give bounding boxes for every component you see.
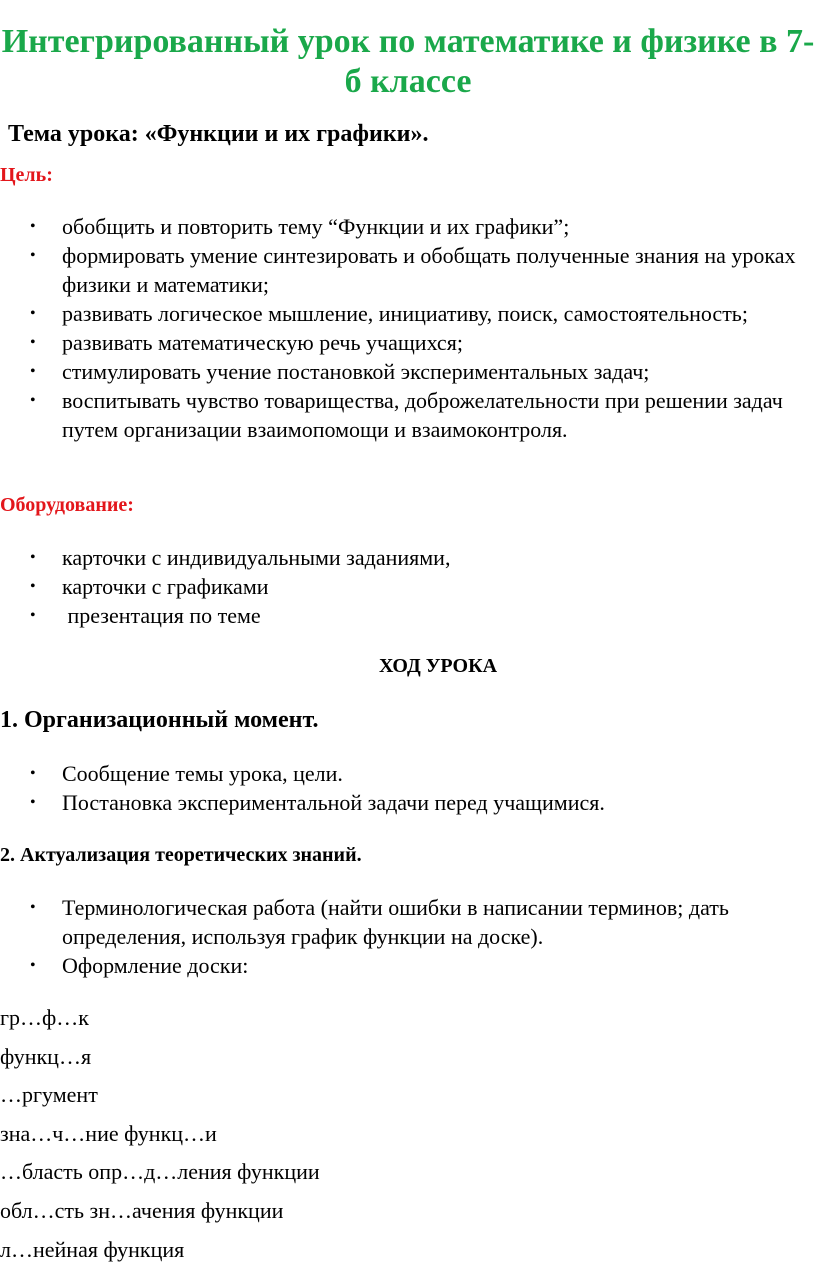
- goal-label: Цель:: [0, 164, 53, 186]
- section-1-heading: 1. Организационный момент.: [0, 707, 319, 733]
- list-item: [0, 212, 816, 241]
- list-item: [0, 328, 816, 357]
- bullet-icon: •: [30, 578, 36, 595]
- document-title: Интегрированный урок по математике и физике в 7-б классе: [1, 23, 815, 100]
- equipment-text: карточки с индивидуальными заданиями,: [62, 545, 451, 570]
- section-2-item: Терминологическая работа (найти ошибки в написании терминов; дать определения, используя график функции на доске).: [62, 895, 729, 949]
- equipment-list: [0, 543, 816, 630]
- bullet-icon: •: [30, 247, 36, 264]
- board-term: обл…сть зн…ачения функции: [0, 1197, 284, 1223]
- section-1-list: [0, 759, 816, 817]
- section-1-item: Постановка экспериментальной задачи перед учащимися.: [62, 790, 605, 815]
- bullet-icon: •: [30, 363, 36, 380]
- list-item: [0, 601, 816, 630]
- bullet-icon: •: [30, 549, 36, 566]
- goal-text: развивать математическую речь учащихся;: [62, 330, 463, 355]
- goal-text: формировать умение синтезировать и обобщать полученные знания на уроках физики и математики;: [62, 243, 796, 297]
- equipment-label: Оборудование:: [0, 494, 134, 516]
- equipment-text: презентация по теме: [62, 603, 261, 628]
- board-term: л…нейная функция: [0, 1236, 185, 1262]
- list-item: [0, 357, 816, 386]
- bullet-icon: •: [30, 218, 36, 235]
- lesson-heading: ХОД УРОКА: [378, 655, 498, 677]
- goal-text: стимулировать учение постановкой экспериментальных задач;: [62, 359, 650, 384]
- goal-text: воспитывать чувство товарищества, доброжелательности при решении задач путем организации взаимопомощи и взаимоконтроля.: [62, 388, 783, 442]
- bullet-icon: •: [30, 794, 36, 811]
- list-item: [0, 299, 816, 328]
- bullet-icon: •: [30, 607, 36, 624]
- list-item: [0, 572, 816, 601]
- bullet-icon: •: [30, 957, 36, 974]
- bullet-icon: •: [30, 334, 36, 351]
- board-terms-list: [0, 999, 320, 1269]
- section-1-item: Сообщение темы урока, цели.: [62, 761, 343, 786]
- bullet-icon: •: [30, 392, 36, 409]
- section-2-item: Оформление доски:: [62, 953, 249, 978]
- list-item: [0, 386, 816, 444]
- bullet-icon: •: [30, 305, 36, 322]
- board-term: …ргумент: [0, 1082, 98, 1108]
- list-item: [0, 951, 816, 980]
- board-term: зна…ч…ние функц…и: [0, 1120, 217, 1146]
- bullet-icon: •: [30, 899, 36, 916]
- goals-list: [0, 212, 816, 444]
- list-item: [0, 788, 816, 817]
- list-item: [0, 759, 816, 788]
- bullet-icon: •: [30, 765, 36, 782]
- board-term: функц…я: [0, 1043, 92, 1069]
- board-term: гр…ф…к: [0, 1005, 89, 1030]
- section-2-heading: 2. Актуализация теоретических знаний.: [0, 844, 362, 866]
- equipment-text: карточки с графиками: [62, 574, 269, 599]
- board-term: …бласть опр…д…ления функции: [0, 1159, 320, 1185]
- section-2-list: [0, 893, 816, 980]
- goal-text: развивать логическое мышление, инициативу, поиск, самостоятельность;: [62, 301, 748, 326]
- goal-text: обобщить и повторить тему “Функции и их графики”;: [62, 214, 570, 239]
- lesson-topic: Тема урока: «Функции и их графики».: [8, 121, 429, 147]
- list-item: [0, 893, 816, 951]
- list-item: [0, 543, 816, 572]
- list-item: [0, 241, 816, 299]
